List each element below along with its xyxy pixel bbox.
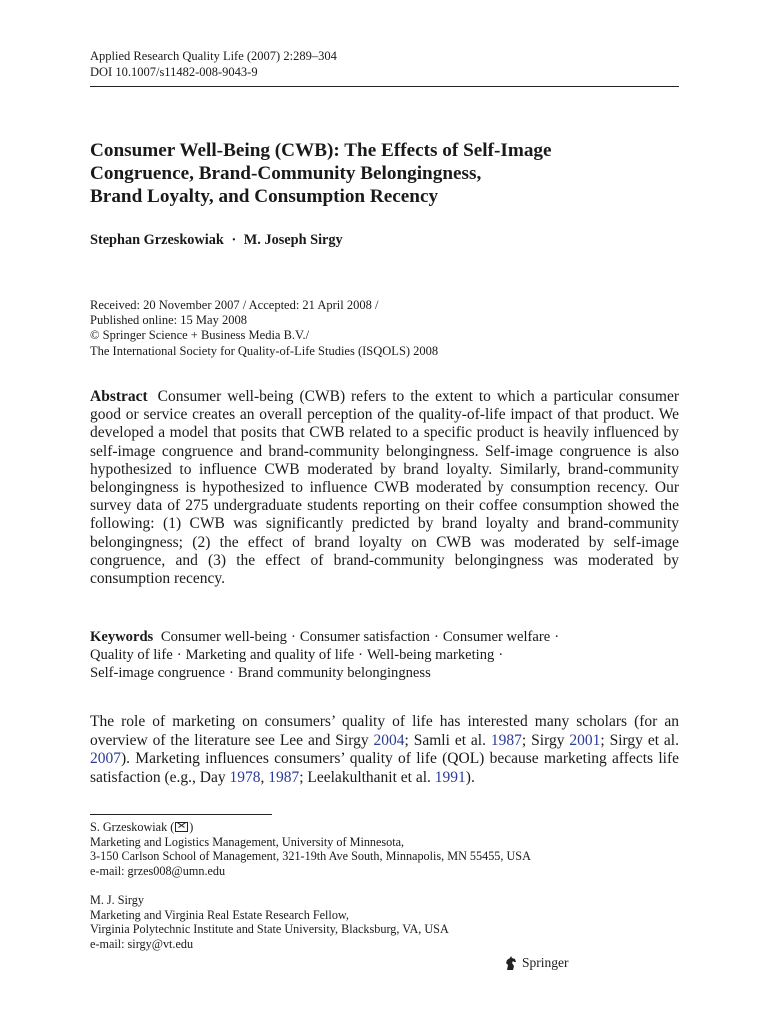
keyword: Self-image congruence — [90, 665, 225, 682]
keyword-separator: · — [228, 665, 234, 682]
citation-link[interactable]: 1978 — [229, 768, 261, 786]
keyword: Quality of life — [90, 647, 173, 664]
journal-citation: Applied Research Quality Life (2007) 2:289–304 — [90, 49, 337, 63]
history-line: Published online: 15 May 2008 — [90, 313, 247, 328]
journal-header — [90, 48, 337, 80]
author-list — [90, 232, 343, 249]
intro-text: ; Sirgy — [521, 731, 570, 749]
springer-horse-icon — [504, 956, 518, 971]
title-line: Consumer Well-Being (CWB): The Effects of Self-Image — [90, 140, 552, 161]
keyword: Well-being marketing — [367, 647, 495, 664]
intro-text: ; Samli et al. — [404, 731, 491, 749]
history-line: Received: 20 November 2007 / Accepted: 21 April 2008 / — [90, 298, 379, 312]
intro-text: ). Marketing influences consumers’ quality of life (QOL) because marketing affects life satisfaction (e.g., Day — [90, 750, 679, 786]
publication-history — [90, 298, 438, 359]
introduction-paragraph — [90, 713, 679, 787]
header-divider — [90, 86, 679, 87]
publisher-logo — [504, 955, 569, 971]
affiliation-line: Virginia Polytechnic Institute and State University, Blacksburg, VA, USA — [90, 922, 449, 937]
paper-page — [90, 0, 679, 1024]
keyword-separator: · — [433, 629, 439, 645]
intro-text: ; Leelakulthanit et al. — [299, 768, 435, 786]
paper-title — [90, 139, 679, 209]
affiliation-line: 3-150 Carlson School of Management, 321-19th Ave South, Minnapolis, MN 55455, USA — [90, 849, 531, 864]
affiliation-line: Marketing and Logistics Management, University of Minnesota, — [90, 834, 405, 849]
history-line: The International Society for Quality-of-Life Studies (ISQOLS) 2008 — [90, 343, 439, 358]
title-line: Congruence, Brand-Community Belongingness, — [90, 163, 482, 185]
affiliation-line: Marketing and Virginia Real Estate Research Fellow, — [90, 907, 349, 922]
keyword-separator: · — [358, 647, 364, 664]
keywords-label: Keywords — [90, 629, 154, 645]
keywords — [90, 628, 679, 683]
abstract-text: Consumer well-being (CWB) refers to the extent to which a particular consumer good or service creates an overall perception of the quality-of-life impact of that product. We developed a model that posits that CWB related to a specific product is heavily influenced by self-image congruence and brand-community belongingness. Self-image congruence is also hypothesized to influence CWB moderated by brand loyalty. Similarly, brand-community belongingness is hypothesized to influence CWB moderated by consumption recency. Our survey data of 275 undergraduate students reporting on their coffee consumption showed the following: (1) CWB was significantly predicted by brand loyalty and brand-community belongingness; (2) the effect of brand loyalty on CWB was moderated by self-image congruence, and (3) the effect of brand-community belongingness was moderated by consumption recency. — [90, 388, 680, 588]
author-name: Stephan Grzeskowiak — [90, 232, 224, 248]
keyword: Marketing and quality of life — [185, 647, 355, 664]
author-affiliation — [90, 820, 531, 878]
abstract — [90, 388, 679, 588]
intro-text: ; Sirgy et al. — [600, 731, 679, 749]
envelope-icon[interactable] — [175, 822, 188, 832]
author-email[interactable]: e-mail: grzes008@umn.edu — [90, 863, 226, 878]
footnote-author: S. Grzeskowiak ( — [90, 820, 175, 834]
keyword: Consumer well-being — [160, 629, 287, 645]
citation-link[interactable]: 1987 — [490, 731, 522, 749]
intro-text: , — [260, 768, 269, 786]
keyword-separator: · — [498, 647, 504, 664]
author-separator: · — [231, 232, 237, 248]
footnote-author: M. J. Sirgy — [90, 893, 144, 907]
keyword: Consumer welfare — [442, 629, 551, 645]
publisher-name: Springer — [522, 955, 569, 970]
intro-text: The role of marketing on consumers’ quality of life has interested many scholars (for an overview of the literature see Lee and Sirgy — [90, 713, 679, 749]
footnote-divider — [90, 814, 272, 815]
citation-link[interactable]: 1991 — [434, 768, 466, 786]
keyword: Brand community belongingness — [237, 665, 431, 682]
history-line: © Springer Science + Business Media B.V./ — [90, 328, 310, 343]
footnote-author-suffix: ) — [189, 820, 194, 834]
keyword-separator: · — [554, 629, 560, 645]
keyword-separator: · — [176, 647, 182, 664]
citation-link[interactable]: 1987 — [268, 768, 300, 786]
author-name: M. Joseph Sirgy — [243, 232, 343, 248]
keyword-separator: · — [290, 629, 296, 645]
doi: DOI 10.1007/s11482-008-9043-9 — [90, 65, 258, 79]
citation-link[interactable]: 2007 — [90, 750, 121, 767]
author-email[interactable]: e-mail: sirgy@vt.edu — [90, 936, 194, 951]
intro-text: ). — [465, 768, 475, 786]
author-affiliation — [90, 893, 449, 951]
citation-link[interactable]: 2004 — [373, 731, 405, 749]
citation-link[interactable]: 2001 — [569, 731, 601, 749]
title-line: Brand Loyalty, and Consumption Recency — [90, 186, 439, 208]
keyword: Consumer satisfaction — [299, 629, 430, 645]
abstract-label: Abstract — [90, 388, 148, 405]
